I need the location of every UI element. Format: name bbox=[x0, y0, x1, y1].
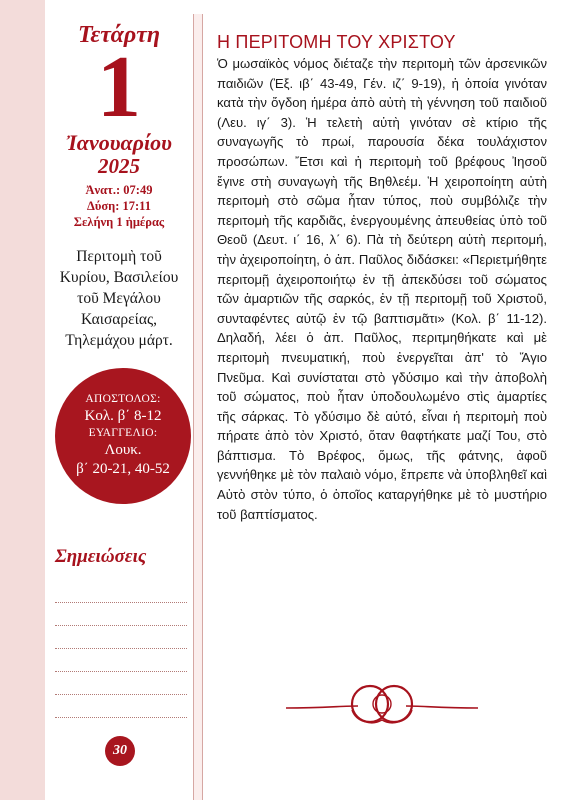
moon-day: Σελήνη 1 ἡμέρας bbox=[73, 215, 165, 229]
notes-line bbox=[55, 672, 187, 695]
month-name: Ἰανουαρίου bbox=[66, 130, 172, 155]
feast-of-day bbox=[45, 246, 193, 351]
notes-line bbox=[55, 695, 187, 718]
notes-line bbox=[55, 649, 187, 672]
readings-badge bbox=[55, 368, 191, 504]
notes-lines bbox=[55, 580, 187, 718]
ornament-divider bbox=[282, 676, 482, 732]
sun-moon-info bbox=[45, 182, 193, 230]
feast-line: Τηλεμάχου μάρτ. bbox=[65, 332, 173, 349]
gospel-label: ΕΥΑΓΓΕΛΙΟ: bbox=[88, 427, 158, 439]
spine-notch bbox=[193, 0, 203, 14]
feast-line: Περιτομὴ τοῦ bbox=[76, 248, 162, 265]
sidebar-content bbox=[45, 0, 193, 800]
gospel-reference-book: Λουκ. bbox=[104, 442, 142, 458]
sunrise-time: Ἀνατ.: 07:49 bbox=[85, 183, 153, 197]
feast-line: τοῦ Μεγάλου bbox=[77, 290, 161, 307]
notes-line bbox=[55, 580, 187, 603]
year: 2025 bbox=[98, 154, 140, 178]
article-title: Η ΠΕΡΙΤΟΜΗ ΤΟΥ ΧΡΙΣΤΟΥ bbox=[217, 32, 456, 52]
calendar-sidebar bbox=[45, 0, 203, 800]
gospel-reference-verses: β΄ 20-21, 40-52 bbox=[76, 461, 170, 477]
day-name: Τετάρτη bbox=[77, 22, 161, 48]
page-number: 30 bbox=[105, 736, 135, 766]
article-body: Ὁ μωσαϊκὸς νόμος διέταζε τὴν περιτομὴ τῶν ἀρσενικῶν παιδιῶν (Ἐξ. ιβ΄ 43-49, Γέν. ιζ΄ 9-19), ἡ ὁποία γινόταν κατὰ τὴν ὄγδοη ἡμέρα ἀπὸ αὐτὴ τὴ γέννηση τοῦ παιδιοῦ (Λευ. ιγ΄ 3). Ἡ τελετὴ αὐτὴ γινόταν σὲ κτίριο τῆς συναγωγῆς τὸ πρωί, παρουσία δέκα τουλάχιστον προσώπων. Ἔτσι καὶ ἡ περιτομὴ τοῦ βρέφους Ἰησοῦ ἔγινε στὴ συναγωγὴ τῆς Βηθλεέμ. Ἡ χειροποίητη αὐτὴ περιτομὴ στὸ σῶμα ἦταν τύπος, ποὺ συμβόλιζε τὴν περιτομὴ τῆς καρδιᾶς, ἐνεργουμένης ἀπευθείας ὑπὸ τοῦ Θεοῦ (Δευτ. ι΄ 16, λ΄ 6). Πὰ τὴ δεύτερη αὐτὴ περιτομή, τὴν ἀχειροποίητη, ὁ ἀπ. Παῦλος διδάσκει: «Περιετμήθητε περιτομῇ ἀχειροποιήτῳ ἐν τῇ ἀπεκδύσει τοῦ σώματος τῶν ἁμαρτιῶν τῆς σαρκός, ἐν τῇ περιτομῇ τοῦ Χριστοῦ, συνταφέντες αὐτῷ ἐν τῷ βαπτισμᾶτι» (Κολ. β΄ 11-12). Δηλαδή, λέει ὁ ἀπ. Παῦλος, περιτμηθήκατε καὶ μὲ περιτομὴ πνευματική, ποὺ ἐνεργεῖται ἀπ' τὸ Ἅγιο Πνεῦμα. Καὶ συνίσταται στὸ γδύσιμο καὶ τὴν ἀποβολὴ τοῦ σώματος, ποὺ ἦταν ὑποδουλωμένο στὶς ἁμαρτίες τῆς σάρκας. Τὸ γδύσιμο δὲ αὐτό, εἶναι ἡ περιτομὴ ποὺ πήρατε ἀπὸ τὸν Χριστό, ὅταν θαφτήκατε μαζί Του, στὸ βάπτισμα. Τὸ Βρέφος, ὅμως, τῆς φάτνης, ἀφοῦ γεννήθηκε μὲ τὸν παλαιὸ νόμο, ἔπρεπε νὰ ὑποβληθεῖ καὶ Αὐτὸ στὸν τύπο, ὁ ὁποῖος καταργήθηκε μὲ τὸ μυστήριο τοῦ βαπτίσματος. bbox=[217, 56, 547, 522]
notes-line bbox=[55, 626, 187, 649]
sunset-time: Δύση: 17:11 bbox=[87, 199, 151, 213]
left-color-strip bbox=[0, 0, 45, 800]
feast-line: Καισαρείας, bbox=[81, 311, 157, 328]
spine-ribbon bbox=[193, 0, 203, 800]
notes-line bbox=[55, 603, 187, 626]
feast-line: Κυρίου, Βασιλείου bbox=[59, 269, 179, 286]
apostle-label: ΑΠΟΣΤΟΛΟΣ: bbox=[85, 393, 161, 405]
notes-title: Σημειώσεις bbox=[55, 546, 147, 567]
day-number: 1 bbox=[97, 39, 141, 136]
apostle-reference: Κολ. β΄ 8-12 bbox=[84, 408, 162, 424]
